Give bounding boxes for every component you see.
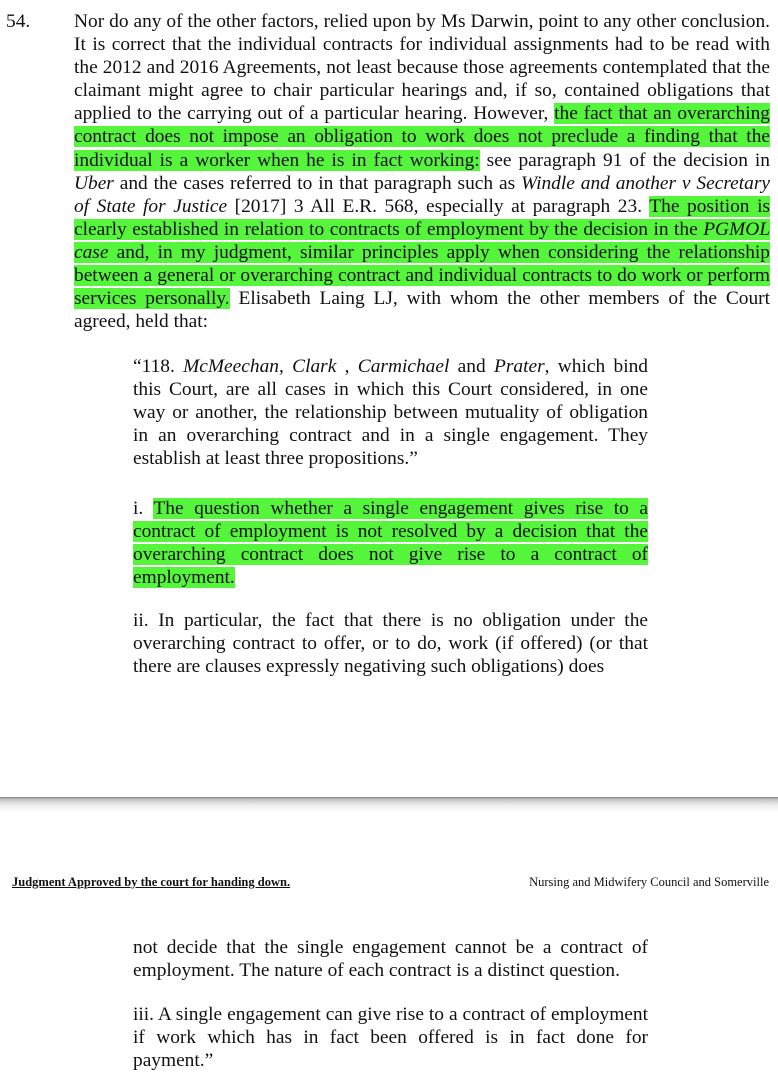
text-run: Nor do any of the other factors, relied upon by Ms Darwin, point to any other conclusion. It is correct that the individual contracts for individual assignments had to be read with the 2012 and 2016 Agreements, not least because those agreements contemplated that the claimant might agree to chair particular hearings and, if so, contained obligations that applied to the carrying out of a particular hearing. However, <box>74 11 770 125</box>
text-run: and <box>449 356 494 377</box>
proposition-ii-continued: not decide that the single engagement cannot be a contract of employment. The nature of each contract is a distinct question. <box>133 937 648 982</box>
proposition-ii-start: ii. In particular, the fact that there is no obligation under the overarching contract to offer, or to do, work (if offered) (or that there are clauses expressly negativing such obligations) does <box>133 610 648 678</box>
text-run: [2017] 3 All E.R. 568, especially at paragraph 23. <box>227 195 650 217</box>
text-run: see paragraph 91 of the decision in <box>479 149 770 171</box>
highlighted-text: PGMOL case <box>74 218 770 263</box>
text-run: , which bind this Court, are all cases in which this Court considered, in one way or another, the relationship between mutuality of obligation in an overarching contract and in a single engagement. They establish at least three propositions.” <box>133 356 648 470</box>
italic-citation: McMeechan <box>183 356 279 377</box>
proposition-i <box>133 497 648 589</box>
highlighted-text: The question whether a single engagement gives rise to a contract of employment is not resolved by a decision that the overarching contract does not give rise to a contract of employment. <box>133 498 649 589</box>
italic-citation: Clark <box>292 356 337 377</box>
italic-citation: Carmichael <box>357 356 450 377</box>
italic-citation: Windle and another v Secretary of State for Justice <box>74 172 771 217</box>
italic-citation: Prater <box>494 356 545 377</box>
paragraph-54 <box>74 10 770 333</box>
text-run: , <box>336 356 358 377</box>
text-run: i. <box>133 498 154 519</box>
paragraph-number: 54. <box>6 11 31 32</box>
quote-118 <box>133 355 648 470</box>
highlighted-text: and, in my judgment, similar principles apply when considering the relationship between a general or overarching contract and individual contracts to do work or perform services personally. <box>74 241 770 310</box>
proposition-iii: iii. A single engagement can give rise to a contract of employment if work which has in fact been offered is in fact done for payment.” <box>133 1004 648 1072</box>
page-break-divider <box>0 797 778 813</box>
italic-citation: Uber <box>74 172 114 194</box>
running-header-right: Nursing and Midwifery Council and Somerville <box>529 875 769 889</box>
text-run: , <box>278 356 293 377</box>
text-run: “118. <box>133 356 184 377</box>
text-run: and the cases referred to in that paragraph such as <box>113 172 522 194</box>
running-header-left: Judgment Approved by the court for handing down. <box>12 875 291 889</box>
highlighted-text: the fact that an overarching contract does not impose an obligation to work does not preclude a finding that the individual is a worker when he is in fact working: <box>74 103 770 171</box>
text-run: Elisabeth Laing LJ, with whom the other members of the Court agreed, held that: <box>74 288 770 333</box>
highlighted-text: The position is clearly established in relation to contracts of employment by the decision in the <box>74 195 771 240</box>
